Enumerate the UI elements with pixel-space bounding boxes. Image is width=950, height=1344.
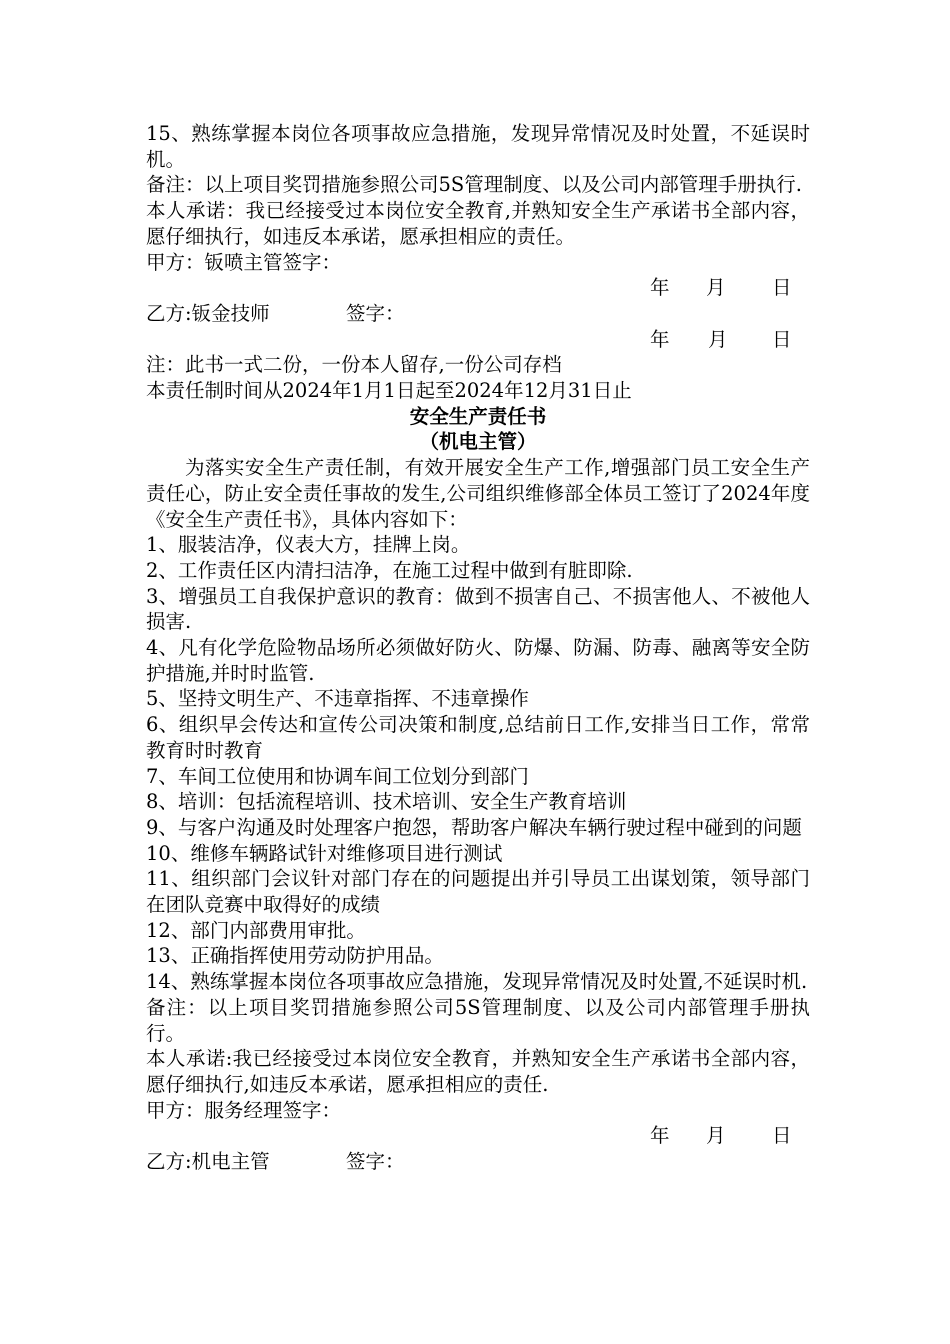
- date-month: 月: [706, 1124, 726, 1148]
- list-item: 12、部门内部费用审批。: [146, 918, 366, 942]
- party-a-date-line: [146, 275, 810, 301]
- list-item: 10、维修车辆路试针对维修项目进行测试: [146, 841, 503, 865]
- party-b-sign-label: 签字：: [346, 301, 405, 325]
- party-b-label: 乙方:钣金技师: [146, 301, 270, 325]
- party-a-signature-line: 甲方：钣喷主管签字：: [146, 250, 342, 274]
- document-title: 安全生产责任书: [409, 404, 547, 428]
- promise-paragraph: 本人承诺:我已经接受过本岗位安全教育，并熟知安全生产承诺书全部内容，愿仔细执行,如违反本承诺，愿承担相应的责任.: [146, 1047, 810, 1096]
- copies-note: 注：此书一式二份，一份本人留存,一份公司存档: [146, 353, 562, 377]
- party-b-label: 乙方:机电主管: [146, 1150, 270, 1174]
- list-item: 8、培训：包括流程培训、技术培训、安全生产教育培训: [146, 790, 627, 814]
- date-day: 日: [772, 1124, 792, 1148]
- list-item: 11、组织部门会议针对部门存在的问题提出并引导员工出谋划策，领导部门在团队竞赛中取得好的成绩: [146, 867, 810, 917]
- list-item: 14、熟练掌握本岗位各项事故应急措施，发现异常情况及时处置,不延误时机.: [146, 970, 808, 994]
- list-item: 9、与客户沟通及时处理客户抱怨，帮助客户解决车辆行驶过程中碰到的问题: [146, 815, 802, 839]
- list-item: 2、工作责任区内清扫洁净，在施工过程中做到有脏即除.: [146, 558, 633, 582]
- date-day: 日: [772, 276, 792, 300]
- party-b-signature-line: [146, 301, 810, 327]
- party-b-sign-label: 签字：: [346, 1150, 405, 1174]
- document-subtitle: （机电主管）: [419, 430, 537, 454]
- date-year: 年: [650, 327, 670, 351]
- party-b-date-line: [146, 327, 810, 353]
- intro-paragraph: 为落实安全生产责任制，有效开展安全生产工作,增强部门员工安全生产责任心，防止安全责任事故的发生,公司组织维修部全体员工签订了2024年度《安全生产责任书》，具体内容如下：: [146, 456, 810, 531]
- remark-paragraph: 备注：以上项目奖罚措施参照公司5S管理制度、以及公司内部管理手册执行。: [146, 995, 810, 1045]
- remark-paragraph: 备注：以上项目奖罚措施参照公司5S管理制度、以及公司内部管理手册执行.: [146, 173, 802, 197]
- list-item: 6、组织早会传达和宣传公司决策和制度,总结前日工作,安排当日工作，常常教育时时教育: [146, 713, 810, 762]
- list-item: 3、增强员工自我保护意识的教育：做到不损害自己、不损害他人、不被他人损害.: [146, 584, 810, 634]
- period-statement: 本责任制时间从2024年1月1日起至2024年12月31日止: [146, 378, 632, 402]
- date-year: 年: [650, 1124, 670, 1148]
- list-item: 1、服装洁净，仪表大方，挂牌上岗。: [146, 533, 471, 557]
- party-a-date-line: [146, 1123, 810, 1149]
- date-month: 月: [708, 327, 728, 351]
- promise-paragraph: 本人承诺：我已经接受过本岗位安全教育,并熟知安全生产承诺书全部内容，愿仔细执行，如违反本承诺，愿承担相应的责任。: [146, 199, 810, 248]
- list-item: 5、坚持文明生产、不违章指挥、不违章操作: [146, 687, 529, 711]
- list-item: 7、车间工位使用和协调车间工位划分到部门: [146, 764, 529, 788]
- date-day: 日: [772, 327, 792, 351]
- list-item: 13、正确指挥使用劳动防护用品。: [146, 944, 444, 968]
- date-month: 月: [706, 276, 726, 300]
- date-year: 年: [650, 276, 670, 300]
- document-page: [146, 121, 810, 1175]
- list-item: 4、凡有化学危险物品场所必须做好防火、防爆、防漏、防毒、融离等安全防护措施,并时时监管.: [146, 636, 810, 685]
- party-b-signature-line: [146, 1149, 810, 1175]
- party-a-signature-line: 甲方：服务经理签字：: [146, 1098, 342, 1122]
- clause-15: 15、熟练掌握本岗位各项事故应急措施，发现异常情况及时处置，不延误时机。: [146, 122, 810, 171]
